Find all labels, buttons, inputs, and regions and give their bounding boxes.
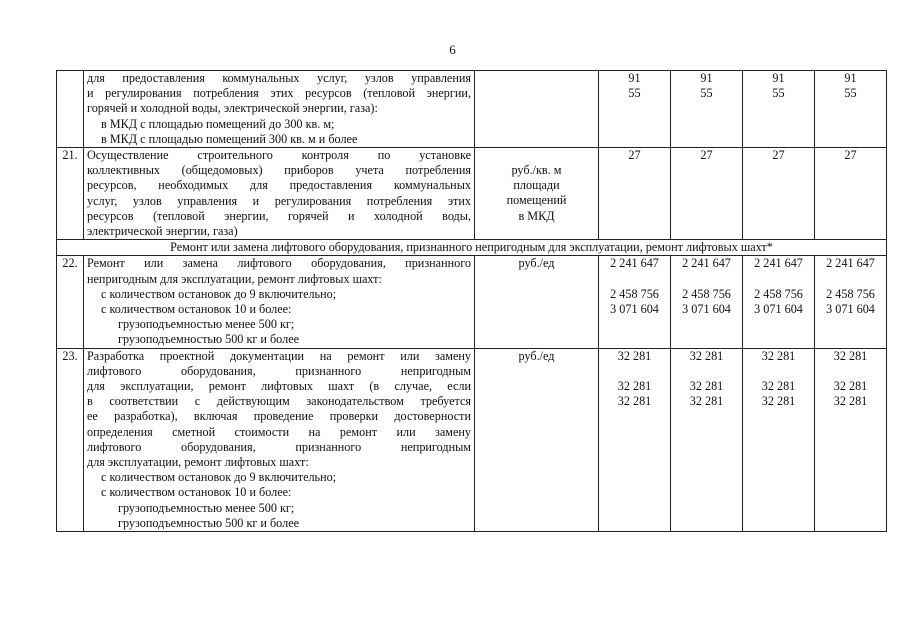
value: 2 458 756 (610, 286, 659, 301)
section-header-row (57, 240, 887, 256)
desc-line: коллективных (общедомовых) приборов учета потребления (87, 163, 471, 178)
row-description (84, 348, 475, 531)
value-cell (743, 71, 815, 148)
table-row-22 (57, 256, 887, 348)
value-cell: 27 (599, 148, 671, 240)
desc-line: Осуществление строительного контроля по установке (87, 148, 471, 163)
unit-cell (475, 148, 599, 240)
unit-line: в МКД (518, 208, 555, 223)
value-cell: 27 (815, 148, 887, 240)
desc-line: непригодным для эксплуатации, ремонт лифтовых шахт: (87, 271, 382, 286)
unit-line: руб./кв. м (511, 163, 562, 178)
value-cell (671, 348, 743, 531)
value-cell (815, 256, 887, 348)
value: 55 (628, 86, 641, 101)
value: 3 071 604 (610, 302, 659, 317)
row-number: 23. (57, 348, 84, 531)
value: 55 (844, 86, 857, 101)
row-number-cell (57, 71, 84, 148)
desc-subitem: в МКД с площадью помещений до 300 кв. м; (101, 116, 335, 131)
value: 2 241 647 (682, 256, 731, 271)
value: 32 281 (689, 348, 724, 363)
desc-subitem: с количеством остановок 10 и более: (101, 302, 292, 317)
unit-line: площади (513, 178, 560, 193)
desc-line: услуг, узлов управления и регулирования потребления этих (87, 193, 471, 208)
value-cell (743, 348, 815, 531)
value: 32 281 (761, 348, 796, 363)
desc-subitem: грузоподъемностью 500 кг и более (118, 515, 300, 530)
value: 32 281 (617, 348, 652, 363)
desc-subitem: в МКД с площадью помещений 300 кв. м и более (101, 131, 358, 146)
desc-line: ресурсов (тепловой энергии, горячей и холодной воды, (87, 208, 471, 223)
value-cell (599, 348, 671, 531)
desc-subitem: грузоподъемностью менее 500 кг; (118, 317, 295, 332)
desc-line: лифтового оборудования, признанного непригодным (87, 439, 471, 454)
desc-line: лифтового оборудования, признанного непригодным (87, 363, 471, 378)
value: 32 281 (617, 394, 652, 409)
desc-subitem: грузоподъемностью менее 500 кг; (118, 500, 295, 515)
value: 2 458 756 (826, 286, 875, 301)
unit-cell: руб./ед (475, 256, 599, 348)
row-description (84, 256, 475, 348)
value-cell (599, 256, 671, 348)
desc-line: для предоставления коммунальных услуг, узлов управления (87, 71, 471, 85)
desc-line: Разработка проектной документации на ремонт или замену (87, 348, 471, 363)
value-cell: 27 (743, 148, 815, 240)
desc-line: и регулирования потребления этих ресурсов (тепловой энергии, (87, 86, 471, 101)
value: 91 (628, 71, 641, 85)
value-cell (815, 348, 887, 531)
value: 32 281 (833, 394, 868, 409)
desc-line: ее разработка), включая проведение проверки достоверности (87, 409, 471, 424)
value: 3 071 604 (826, 302, 875, 317)
value: 91 (700, 71, 713, 85)
row-number: 22. (57, 256, 84, 348)
desc-subitem: грузоподъемностью 500 кг и более (118, 332, 300, 347)
value: 32 281 (833, 348, 868, 363)
desc-line: горячей и холодной воды, электрической энергии, газа): (87, 101, 378, 116)
table-row-21 (57, 148, 887, 240)
desc-line: определения сметной стоимости на ремонт или замену (87, 424, 471, 439)
unit-cell: руб./ед (475, 348, 599, 531)
value: 2 458 756 (682, 286, 731, 301)
row-number: 21. (57, 148, 84, 240)
desc-line: ресурсов, необходимых для предоставления коммунальных (87, 178, 471, 193)
page-number: 6 (449, 42, 456, 57)
value: 32 281 (689, 394, 724, 409)
unit-line: помещений (506, 193, 567, 208)
value: 2 241 647 (826, 256, 875, 271)
value: 32 281 (761, 379, 796, 394)
desc-subitem: с количеством остановок до 9 включительно; (101, 470, 337, 485)
value: 91 (772, 71, 785, 85)
value-cell (599, 71, 671, 148)
value: 55 (700, 86, 713, 101)
value: 91 (844, 71, 857, 85)
desc-line: Ремонт или замена лифтового оборудования, признанного (87, 256, 471, 271)
desc-line: для эксплуатации, ремонт лифтовых шахт (в случае, если (87, 379, 471, 394)
section-title: Ремонт или замена лифтового оборудования, признанного непригодным для эксплуатации, ремонт лифтовых шахт* (57, 240, 887, 256)
value-cell: 27 (671, 148, 743, 240)
tariff-table (56, 70, 887, 532)
row-description (84, 148, 475, 240)
desc-line: в соответствии с действующим законодательством требуется (87, 394, 471, 409)
value: 3 071 604 (754, 302, 803, 317)
value: 32 281 (833, 379, 868, 394)
value: 32 281 (617, 379, 652, 394)
desc-line: для эксплуатации, ремонт лифтовых шахт: (87, 455, 309, 470)
value: 2 458 756 (754, 286, 803, 301)
row-description (84, 71, 475, 148)
value: 32 281 (689, 379, 724, 394)
value-cell (743, 256, 815, 348)
value-cell (671, 256, 743, 348)
value: 55 (772, 86, 785, 101)
value-cell (815, 71, 887, 148)
value: 2 241 647 (610, 256, 659, 271)
unit-cell (475, 71, 599, 148)
desc-subitem: с количеством остановок до 9 включительно; (101, 286, 337, 301)
desc-line: электрической энергии, газа) (87, 224, 238, 239)
value: 32 281 (761, 394, 796, 409)
value-cell (671, 71, 743, 148)
desc-subitem: с количеством остановок 10 и более: (101, 485, 292, 500)
table-row-23 (57, 348, 887, 531)
value: 2 241 647 (754, 256, 803, 271)
table-row-continuation (57, 71, 887, 148)
value: 3 071 604 (682, 302, 731, 317)
